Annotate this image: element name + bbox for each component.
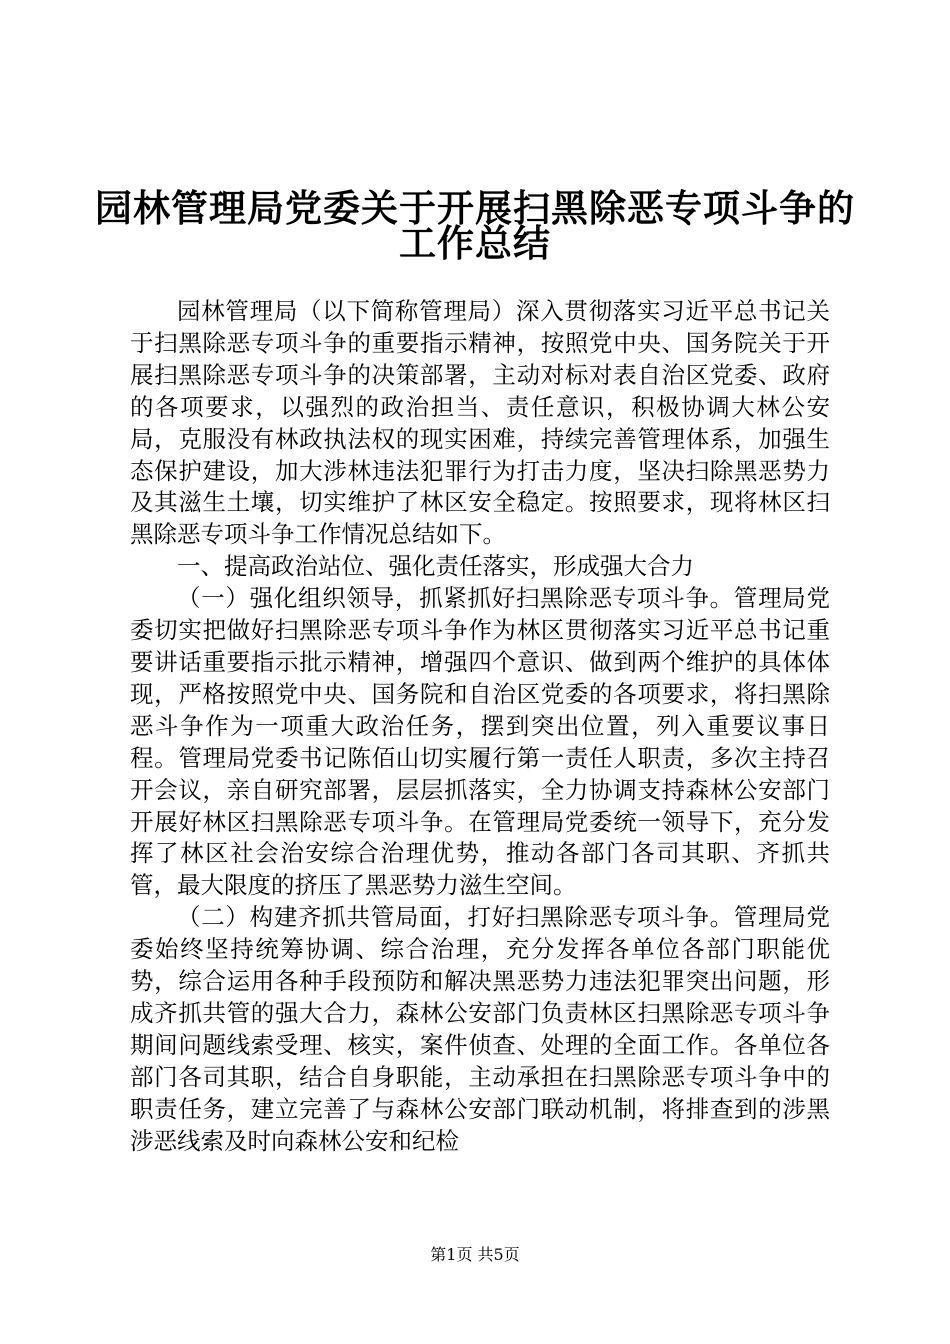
document-title-line-1: 园林管理局党委关于开展扫黑除恶专项斗争的 xyxy=(95,187,855,230)
document-title-line-2: 工作总结 xyxy=(399,222,551,265)
section-1-paragraph-1: （一）强化组织领导，抓紧抓好扫黑除恶专项斗争。管理局党委切实把做好扫黑除恶专项斗争作为林区贯彻落实习近平总书记重要讲话重要指示批示精神，增强四个意识、做到两个维护的具体体现，严格按照党中央、国务院和自治区党委的各项要求，将扫黑除恶斗争作为一项重大政治任务，摆到突出位置，列入重要议事日程。管理局党委书记陈佰山切实履行第一责任人职责，多次主持召开会议，亲自研究部署，层层抓落实，全力协调支持森林公安部门开展好林区扫黑除恶专项斗争。在管理局党委统一领导下，充分发挥了林区社会治安综合治理优势，推动各部门各司其职、齐抓共管，最大限度的挤压了黑恶势力滋生空间。 xyxy=(130,584,830,900)
section-1-heading: 一、提高政治站位、强化责任落实，形成强大合力 xyxy=(177,552,694,581)
page-footer: 第1页 共5页 xyxy=(430,1245,520,1264)
intro-paragraph: 园林管理局（以下简称管理局）深入贯彻落实习近平总书记关于扫黑除恶专项斗争的重要指示精神，按照党中央、国务院关于开展扫黑除恶专项斗争的决策部署，主动对标对表自治区党委、政府的各项要求，以强烈的政治担当、责任意识，积极协调大林公安局，克服没有林政执法权的现实困难，持续完善管理体系，加强生态保护建设，加大涉林违法犯罪行为打击力度，坚决扫除黑恶势力及其滋生土壤，切实维护了林区安全稳定。按照要求，现将林区扫黑除恶专项斗争工作情况总结如下。 xyxy=(130,297,830,549)
section-1-paragraph-2: （二）构建齐抓共管局面，打好扫黑除恶专项斗争。管理局党委始终坚持统筹协调、综合治理，充分发挥各单位各部门职能优势，综合运用各种手段预防和解决黑恶势力违法犯罪突出问题，形成齐抓共管的强大合力，森林公安部门负责林区扫黑除恶专项斗争期间问题线索受理、核实，案件侦查、处理的全面工作。各单位各部门各司其职，结合自身职能，主动承担在扫黑除恶专项斗争中的职责任务，建立完善了与森林公安部门联动机制，将排查到的涉黑涉恶线索及时向森林公安和纪检 xyxy=(130,903,830,1155)
document-body xyxy=(130,296,830,1157)
